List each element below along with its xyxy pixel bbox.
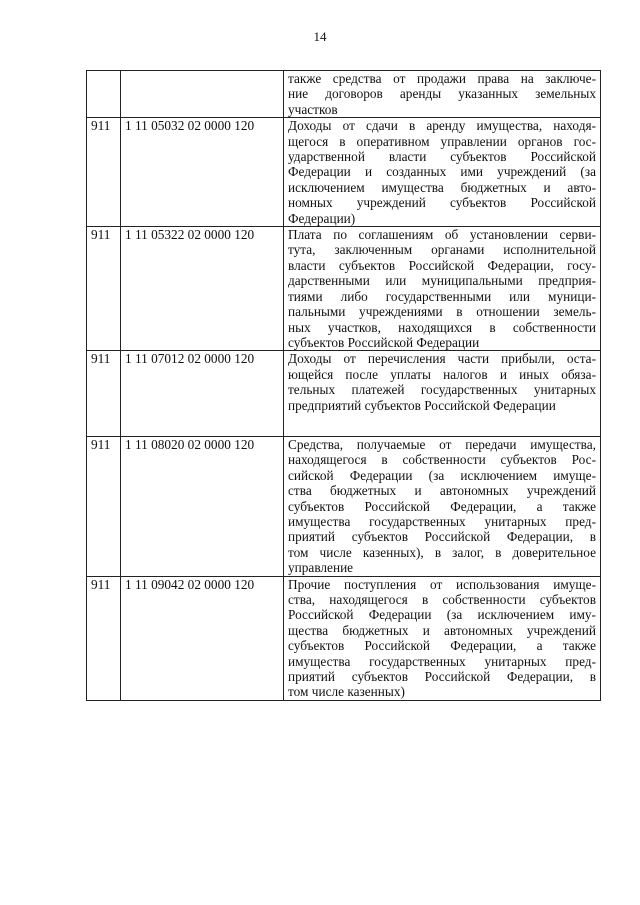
budget-classification-code-cell: [121, 71, 284, 118]
description-line: Прочие поступления от использования имуще-: [288, 576, 596, 592]
admin-code-cell: 911: [87, 118, 121, 227]
description-line: Федерации): [288, 210, 356, 226]
description-line: также средства от продажи права на заключе-: [288, 71, 596, 86]
description-line: пальными учреждениями в отношении земель-: [288, 304, 596, 320]
description-line: Плата по соглашениям об установлении серви-: [288, 227, 596, 243]
table-row: [87, 118, 601, 227]
budget-classification-code-cell: 1 11 09042 02 0000 120: [121, 576, 284, 700]
description-line: приятий субъектов Российской Федерации, в: [288, 529, 596, 545]
description-line: тиями либо государственными или муници-: [288, 288, 596, 304]
table-row: [87, 436, 601, 576]
revenue-description-cell: [284, 351, 601, 437]
budget-classification-code-cell: 1 11 05322 02 0000 120: [121, 227, 284, 351]
description-line: ства, находящегося в собственности субъектов: [288, 592, 596, 607]
admin-code-cell: 911: [87, 227, 121, 351]
admin-code-cell: [87, 71, 121, 118]
description-line: приятий субъектов Российской Федерации, в: [288, 669, 596, 685]
description-line: субъектов Российской Федерации, а также: [288, 638, 596, 654]
description-line: предприятий субъектов Российской Федерации: [288, 397, 556, 413]
description-line: номных учреждений субъектов Российской: [288, 195, 596, 211]
description-line: субъектов Российской Федерации, а также: [288, 498, 596, 514]
description-line: ных участков, находящихся в собственности: [288, 319, 596, 335]
description-line: тута, заключенным органами исполнительной: [288, 242, 596, 258]
description-line: Доходы от перечисления части прибыли, оста-: [288, 351, 596, 367]
description-line: Российской Федерации (за исключением иму-: [288, 607, 596, 623]
description-line: дарственными или муниципальными предприя-: [288, 273, 596, 289]
description-line: ства бюджетных и автономных учреждений: [288, 483, 596, 499]
table-row: [87, 576, 601, 700]
description-line: Средства, получаемые от передачи имущества,: [288, 436, 596, 452]
description-line: ющейся после уплаты налогов и иных обяза-: [288, 366, 596, 382]
revenue-description-cell: [284, 576, 601, 700]
description-line: том числе казенных), в залог, в доверительное: [288, 544, 596, 560]
description-line: Федерации и созданных ими учреждений (за: [288, 164, 596, 180]
table-row: [87, 351, 601, 437]
revenue-description-cell: [284, 118, 601, 227]
admin-code-cell: 911: [87, 351, 121, 437]
budget-classification-code-cell: 1 11 05032 02 0000 120: [121, 118, 284, 227]
description-line: щегося в оперативном управлении органов гос-: [288, 133, 596, 149]
page-number: 14: [313, 29, 327, 44]
description-line: исключением имущества бюджетных и авто-: [288, 179, 596, 195]
description-line: ударственной власти субъектов Российской: [288, 149, 596, 165]
table-row: [87, 227, 601, 351]
admin-code-cell: 911: [87, 576, 121, 700]
description-line: имущества государственных унитарных пред-: [288, 653, 596, 669]
revenue-description-cell: [284, 71, 601, 118]
description-line: субъектов Российской Федерации: [288, 334, 480, 350]
description-line: Доходы от сдачи в аренду имущества, находя-: [288, 118, 596, 134]
revenue-description-cell: [284, 436, 601, 576]
budget-classification-code-cell: 1 11 07012 02 0000 120: [121, 351, 284, 437]
description-line: находящегося в собственности субъектов Рос-: [288, 452, 596, 468]
description-line: том числе казенных): [288, 684, 405, 700]
description-line: сийской Федерации (за исключением имуще-: [288, 467, 596, 483]
description-line: власти субъектов Российской Федерации, госу-: [288, 257, 596, 273]
budget-classification-code-cell: 1 11 08020 02 0000 120: [121, 436, 284, 576]
description-line: участков: [288, 101, 338, 117]
description-line: щества бюджетных и автономных учреждений: [288, 622, 596, 638]
table-body: [87, 71, 601, 701]
description-line: ние договоров аренды указанных земельных: [288, 86, 596, 102]
revenue-codes-table: [86, 70, 601, 701]
table-row: [87, 71, 601, 118]
revenue-description-cell: [284, 227, 601, 351]
description-line: управление: [288, 560, 354, 576]
description-line: тельных платежей государственных унитарных: [288, 382, 596, 398]
description-line: имущества государственных унитарных пред-: [288, 513, 596, 529]
admin-code-cell: 911: [87, 436, 121, 576]
